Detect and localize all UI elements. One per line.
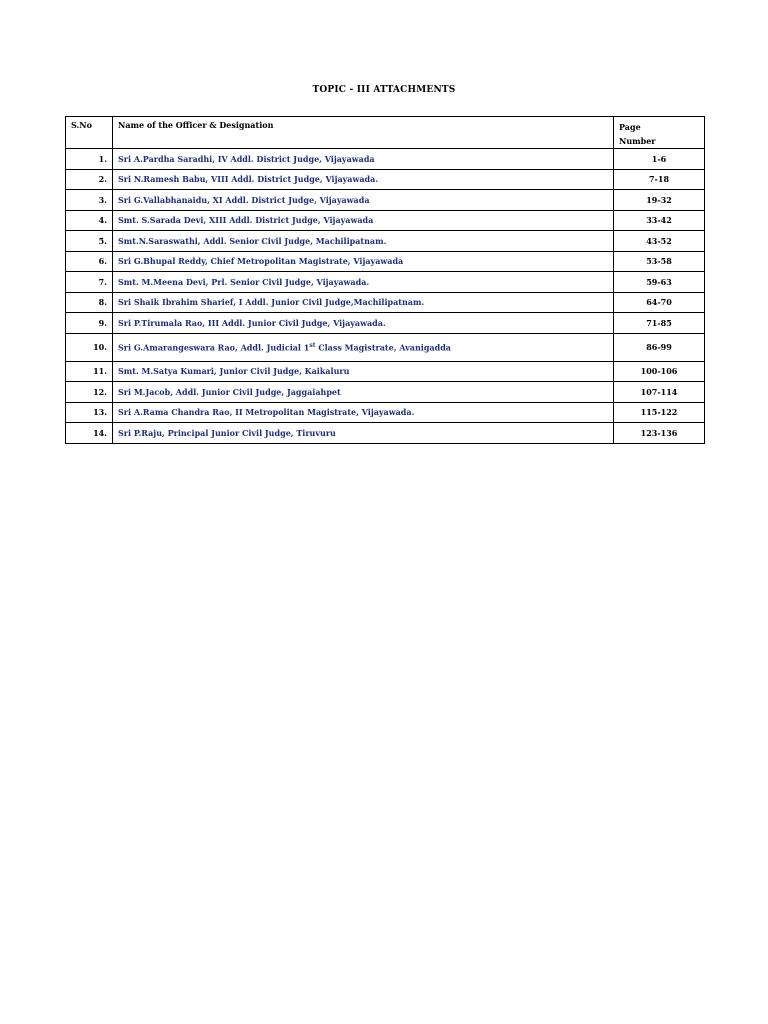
row-officer-name: Sri N.Ramesh Babu, VIII Addl. District Judge, Vijayawada. (113, 169, 614, 190)
row-page-range: 7-18 (614, 169, 705, 190)
row-officer-name: Smt.N.Saraswathi, Addl. Senior Civil Judge, Machilipatnam. (113, 231, 614, 252)
header-officer-name: Name of the Officer & Designation (113, 117, 614, 149)
table-row (66, 382, 705, 403)
row-sno: 10. (66, 333, 113, 361)
header-page-number (614, 117, 705, 149)
row-sno: 13. (66, 402, 113, 423)
row-sno: 7. (66, 272, 113, 293)
row-page-range: 86-99 (614, 333, 705, 361)
row-page-range: 43-52 (614, 231, 705, 252)
header-page-line1: Page (619, 122, 641, 132)
row-page-range: 115-122 (614, 402, 705, 423)
row-sno: 1. (66, 149, 113, 170)
row-sno: 4. (66, 210, 113, 231)
table-row (66, 333, 705, 361)
document-title: TOPIC - III ATTACHMENTS (312, 85, 456, 95)
table-row (66, 190, 705, 211)
table-header-row (66, 117, 705, 149)
row-page-range: 71-85 (614, 313, 705, 334)
row-page-range: 33-42 (614, 210, 705, 231)
row-officer-name: Sri M.Jacob, Addl. Junior Civil Judge, Jaggaiahpet (113, 382, 614, 403)
row-page-range: 64-70 (614, 292, 705, 313)
row-sno: 14. (66, 423, 113, 444)
header-sno: S.No (66, 117, 113, 149)
attachments-table (65, 116, 705, 444)
row-page-range: 123-136 (614, 423, 705, 444)
row-officer-name: Smt. S.Sarada Devi, XIII Addl. District Judge, Vijayawada (113, 210, 614, 231)
table-row (66, 423, 705, 444)
row-officer-name-part1: Sri G.Amarangeswara Rao, Addl. Judicial 1 (118, 342, 310, 353)
row-sno: 6. (66, 251, 113, 272)
table-row (66, 313, 705, 334)
row-page-range: 53-58 (614, 251, 705, 272)
table-row (66, 210, 705, 231)
row-sno: 2. (66, 169, 113, 190)
row-page-range: 107-114 (614, 382, 705, 403)
row-page-range: 59-63 (614, 272, 705, 293)
table-row (66, 251, 705, 272)
table-row (66, 149, 705, 170)
row-officer-name: Smt. M.Meena Devi, Prl. Senior Civil Judge, Vijayawada. (113, 272, 614, 293)
table-row (66, 231, 705, 252)
row-officer-name: Sri A.Pardha Saradhi, IV Addl. District Judge, Vijayawada (113, 149, 614, 170)
row-sno: 8. (66, 292, 113, 313)
table-row (66, 402, 705, 423)
row-officer-name (113, 333, 614, 361)
row-sno: 11. (66, 361, 113, 382)
row-sno: 3. (66, 190, 113, 211)
table-row (66, 361, 705, 382)
table-row (66, 169, 705, 190)
row-officer-name: Sri G.Bhupal Reddy, Chief Metropolitan Magistrate, Vijayawada (113, 251, 614, 272)
row-sno: 5. (66, 231, 113, 252)
row-officer-name-part2: Class Magistrate, Avanigadda (315, 342, 451, 353)
row-officer-name: Smt. M.Satya Kumari, Junior Civil Judge, Kaikaluru (113, 361, 614, 382)
row-page-range: 1-6 (614, 149, 705, 170)
ordinal-superscript: st (309, 341, 316, 349)
row-officer-name: Sri P.Tirumala Rao, III Addl. Junior Civil Judge, Vijayawada. (113, 313, 614, 334)
row-sno: 9. (66, 313, 113, 334)
table-row (66, 272, 705, 293)
row-page-range: 19-32 (614, 190, 705, 211)
row-officer-name: Sri A.Rama Chandra Rao, II Metropolitan Magistrate, Vijayawada. (113, 402, 614, 423)
row-page-range: 100-106 (614, 361, 705, 382)
row-officer-name: Sri P.Raju, Principal Junior Civil Judge, Tiruvuru (113, 423, 614, 444)
row-officer-name: Sri G.Vallabhanaidu, XI Addl. District Judge, Vijayawada (113, 190, 614, 211)
row-sno: 12. (66, 382, 113, 403)
table-row (66, 292, 705, 313)
header-page-line2: Number (619, 136, 656, 146)
row-officer-name: Sri Shaik Ibrahim Sharief, I Addl. Junior Civil Judge,Machilipatnam. (113, 292, 614, 313)
